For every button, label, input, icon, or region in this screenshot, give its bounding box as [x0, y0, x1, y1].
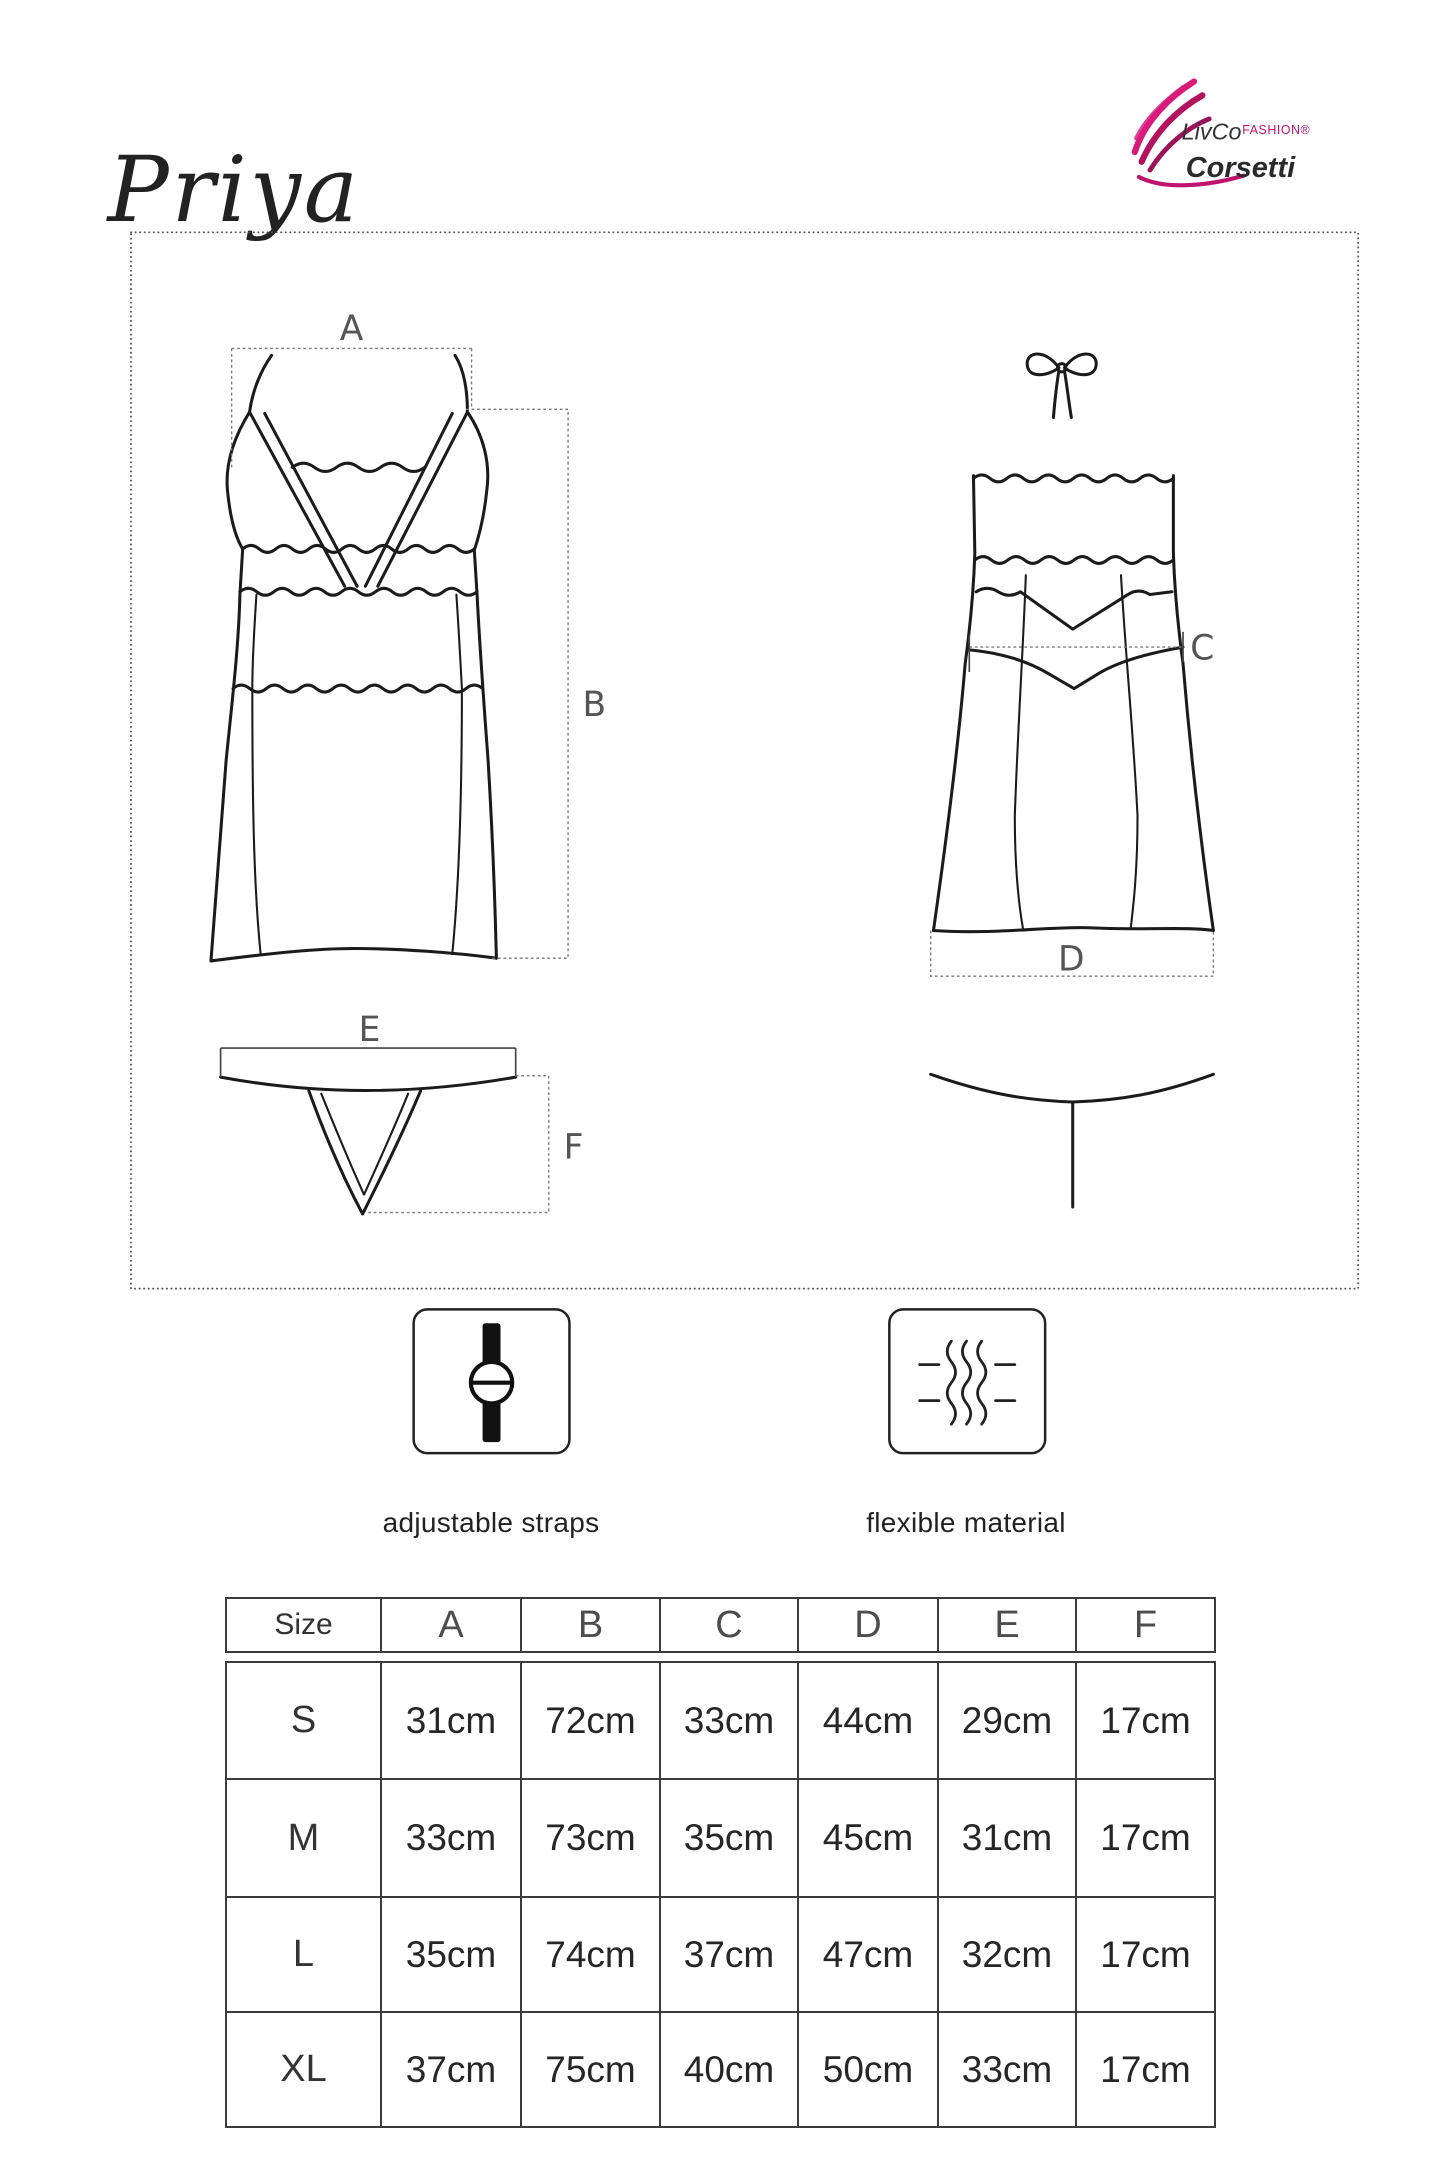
brand-logo	[1135, 82, 1310, 186]
dimension-f-line	[365, 1076, 548, 1213]
diagram-frame	[131, 232, 1358, 1288]
back-chemise-drawing	[933, 354, 1213, 932]
measure-cell: 17cm	[1075, 1896, 1214, 2011]
measure-cell: 50cm	[797, 2011, 937, 2126]
measure-cell: 72cm	[520, 1663, 659, 1778]
header-e: E	[937, 1599, 1075, 1651]
thong-back-waistband	[931, 1074, 1214, 1102]
header-c: C	[659, 1599, 797, 1651]
adjustable-straps-icon	[414, 1309, 570, 1453]
dimension-d-label: D	[1058, 939, 1085, 980]
size-cell: S	[290, 1699, 317, 1741]
brand-name-top: LivCo	[1181, 118, 1242, 145]
stretch-waves	[947, 1341, 986, 1424]
size-table-body	[225, 1661, 1216, 2128]
measure-cell: 44cm	[797, 1663, 937, 1778]
chemise-right-outline	[455, 355, 496, 958]
thong-front-waistband	[221, 1077, 516, 1090]
chemise-v-straps	[250, 412, 468, 586]
back-hem	[933, 928, 1213, 932]
measure-cell: 74cm	[520, 1896, 659, 2011]
dimension-e-label: E	[358, 1010, 381, 1051]
measure-cell: 75cm	[520, 2011, 659, 2126]
header-b: B	[520, 1599, 659, 1651]
front-chemise-drawing	[211, 355, 496, 961]
dimension-b-label: B	[582, 685, 607, 726]
measure-cell: 17cm	[1075, 1778, 1214, 1896]
chemise-neckline-lace	[292, 463, 424, 471]
dimension-e-line	[221, 1048, 516, 1077]
chemise-waist-lace	[233, 685, 483, 692]
chemise-band-lace	[240, 588, 477, 595]
chemise-underbust-lace	[243, 545, 475, 552]
measure-cell: 33cm	[937, 2011, 1075, 2126]
size-cell: XL	[227, 2011, 380, 2126]
product-title: Priya	[107, 137, 361, 244]
back-right-outline	[1173, 476, 1213, 931]
feature-label-flexible-material: flexible material	[866, 1507, 1066, 1538]
back-lower-chevron	[969, 647, 1183, 688]
measure-cell: 45cm	[797, 1778, 937, 1896]
measure-cell: 35cm	[380, 1896, 520, 2011]
measure-cell: 31cm	[937, 1778, 1075, 1896]
front-thong-drawing	[221, 1077, 516, 1214]
measure-cell: 37cm	[659, 1896, 797, 2011]
header-f: F	[1075, 1599, 1214, 1651]
bow-right-loop	[1064, 354, 1096, 375]
measure-cell: 17cm	[1075, 1663, 1214, 1778]
chemise-left-outline	[211, 355, 272, 961]
bow-icon	[1027, 354, 1096, 418]
header-a: A	[380, 1599, 520, 1651]
back-left-outline	[933, 476, 974, 931]
flexible-material-icon	[889, 1309, 1045, 1453]
brand-name-tag: FASHION®	[1242, 123, 1311, 138]
size-cell: M	[227, 1778, 380, 1896]
measure-cell: 32cm	[937, 1896, 1075, 2011]
header-size: Size	[274, 1608, 333, 1641]
back-upper-chevron	[976, 588, 1172, 629]
back-band-lace	[975, 557, 1174, 564]
dimension-c-label: C	[1190, 628, 1215, 669]
front-measurements	[232, 309, 606, 958]
feature-label-adjustable-straps: adjustable straps	[382, 1507, 600, 1538]
size-table-header	[225, 1597, 1216, 1653]
measure-cell: 33cm	[659, 1663, 797, 1778]
measure-cell: 31cm	[380, 1663, 520, 1778]
header-d: D	[797, 1599, 937, 1651]
back-thong-drawing	[931, 1074, 1214, 1207]
size-cell: L	[227, 1896, 380, 2011]
dimension-a-label: A	[339, 309, 364, 350]
measure-cell: 17cm	[1075, 2011, 1214, 2126]
chemise-side-panels	[252, 595, 462, 954]
thong-measurements	[221, 1010, 584, 1212]
thong-front-panel	[309, 1091, 421, 1214]
back-top-lace	[973, 475, 1173, 482]
measure-cell: 29cm	[937, 1663, 1075, 1778]
bow-tails	[1053, 371, 1071, 418]
dimension-c-ticks	[969, 632, 1183, 672]
measure-cell: 37cm	[380, 2011, 520, 2126]
dimension-f-label: F	[563, 1127, 584, 1168]
measure-cell: 35cm	[659, 1778, 797, 1896]
measure-cell: 40cm	[659, 2011, 797, 2126]
bow-left-loop	[1027, 354, 1059, 375]
measure-cell: 73cm	[520, 1778, 659, 1896]
measure-cell: 33cm	[380, 1778, 520, 1896]
measure-cell: 47cm	[797, 1896, 937, 2011]
brand-name-bottom: Corsetti	[1185, 151, 1296, 184]
